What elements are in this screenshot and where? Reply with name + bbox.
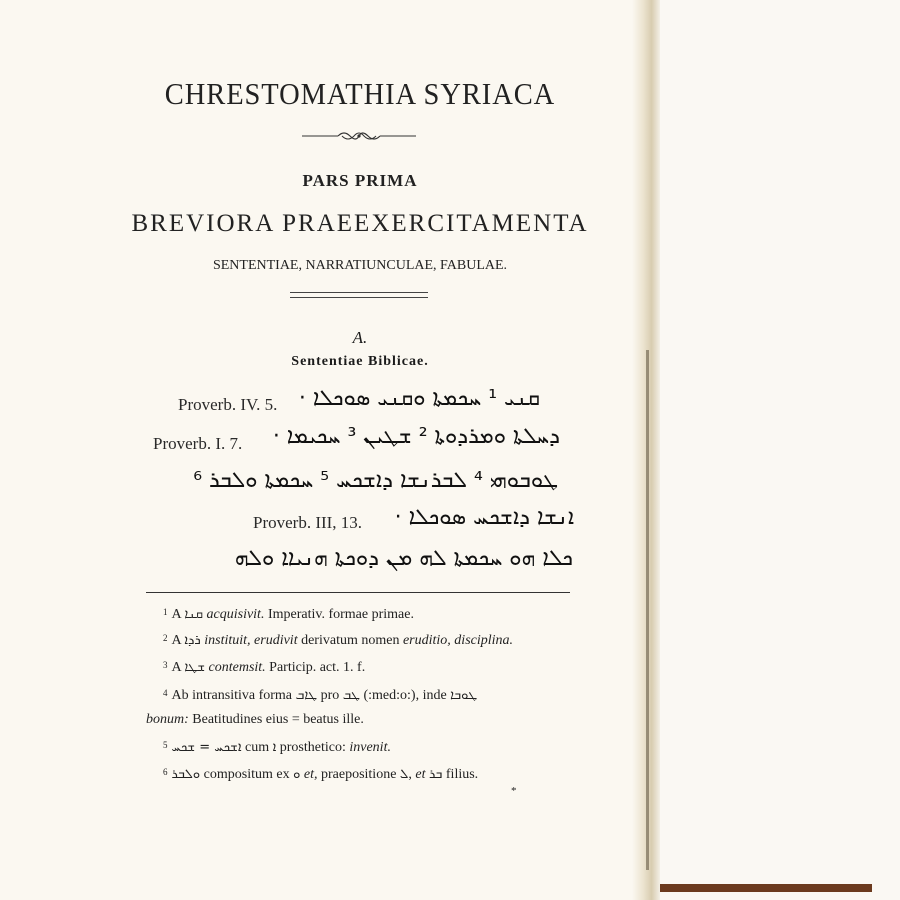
footnote-separator <box>146 592 570 593</box>
footnote-syriac: ܐܫܟܚ = ܫܟܚ <box>171 740 242 755</box>
footnote <box>163 688 477 704</box>
footnote-number: 2 <box>163 633 168 643</box>
footnote-number: 5 <box>163 740 168 750</box>
footnote-syriac: ܛܐܒ <box>295 688 318 703</box>
footnote-syriac: ܘܠܒܪ <box>171 767 201 782</box>
footnote-number: 1 <box>163 607 168 617</box>
footnote-text: compositum ex <box>203 767 294 782</box>
footnote-text: prosthetico: <box>276 740 350 755</box>
footnote-syriac: ܐ <box>272 740 277 755</box>
footnote-text: Imperativ. formae primae. <box>264 607 414 622</box>
footnote-text: bonum: <box>146 712 189 727</box>
footnote-syriac: ܩܢܐ <box>184 607 204 622</box>
footnote <box>163 767 478 783</box>
footnote-syriac: ܠ <box>399 767 409 782</box>
footnote-text: et, <box>303 767 318 782</box>
section-heading: Sententiae Biblicae. <box>291 354 429 369</box>
footnote-number: 3 <box>163 660 168 670</box>
footnote-text: pro <box>320 688 343 703</box>
footnote-text: cum <box>244 740 273 755</box>
footnote-text: eruditio, disciplina. <box>402 633 514 648</box>
footnote-syriac: ܒܪ <box>428 767 443 782</box>
verse-reference: Proverb. I. 7. <box>153 434 243 453</box>
syriac-line: ܕܚܠܬܐ ܘܡܪܕܘܬܐ ² ܫܛܝܢ ³ ܚܟܝܡܐ · <box>272 424 560 449</box>
ornament-divider-icon <box>302 128 416 144</box>
page-title: CHRESTOMATHIA SYRIACA <box>164 76 556 111</box>
footnote-text: A <box>171 607 185 622</box>
gutter-shadow <box>646 350 649 870</box>
footnote-text: invenit. <box>349 740 391 755</box>
section-title: BREVIORA PRAEEXERCITAMENTA <box>131 210 589 237</box>
footnote-text: instituit, erudivit <box>204 633 298 648</box>
footnote-text: , <box>408 767 416 782</box>
footnote-text: Ab intransitiva forma <box>171 688 296 703</box>
section-letter: A. <box>352 328 368 347</box>
footnote-syriac: ܛܒ <box>342 688 360 703</box>
footnote-syriac: ܫܛܐ <box>184 660 206 675</box>
part-heading: PARS PRIMA <box>302 171 418 190</box>
footnote-syriac: ܛܘܒܐ <box>450 688 478 703</box>
syriac-line: ܛܘܒܘܗܝ ⁴ ܠܒܪܢܫܐ ܕܐܫܟܚ ⁵ ܚܟܡܬܐ ܘܠܒܪ ⁶ <box>193 468 558 493</box>
footnote-text: contemsit. <box>208 660 266 675</box>
footnote <box>163 633 513 649</box>
footnote <box>163 740 391 756</box>
footnote-text: A <box>171 660 185 675</box>
footnote-text: Particip. act. 1. f. <box>265 660 366 675</box>
footnote <box>163 660 365 676</box>
footnote-text: A <box>171 633 185 648</box>
right-page <box>660 0 900 900</box>
footnote-syriac: ܪܕܐ <box>184 633 201 648</box>
footnote-text: derivatum nomen <box>297 633 403 648</box>
footnote-text: Beatitudines eius = beatus ille. <box>188 712 364 727</box>
verse-reference: Proverb. III, 13. <box>253 513 363 532</box>
footnote-number: 6 <box>163 767 168 777</box>
footnote <box>163 607 414 623</box>
syriac-line: ܟܠܐ ܗܘ ܚܟܡܬܐ ܠܗ ܡܢ ܕܘܟܬܐ ܗܢܝܐܐ ܘܠܗ <box>234 546 573 571</box>
footnote-number: 4 <box>163 688 168 698</box>
syriac-line: ܩܢܝ ¹ ܚܟܡܬܐ ܘܩܢܝ ܣܘܟܠܐ · <box>298 386 540 411</box>
footnote-text: filius. <box>442 767 479 782</box>
double-rule <box>290 292 428 298</box>
footnote-syriac: ܘ <box>293 767 301 782</box>
footnote <box>146 712 364 728</box>
book-cover-edge <box>660 884 872 892</box>
footnote-text: (:med:o:), inde <box>359 688 451 703</box>
signature-mark: * <box>511 785 517 797</box>
footnote-text: et <box>415 767 426 782</box>
syriac-line: ܐܢܫܐ ܕܐܫܟܚ ܣܘܟܠܐ · <box>394 505 574 530</box>
verse-reference: Proverb. IV. 5. <box>178 395 278 414</box>
footnote-text: acquisivit. <box>206 607 265 622</box>
footnote-text: praepositione <box>317 767 400 782</box>
section-subtitle: SENTENTIAE, NARRATIUNCULAE, FABULAE. <box>212 258 508 273</box>
